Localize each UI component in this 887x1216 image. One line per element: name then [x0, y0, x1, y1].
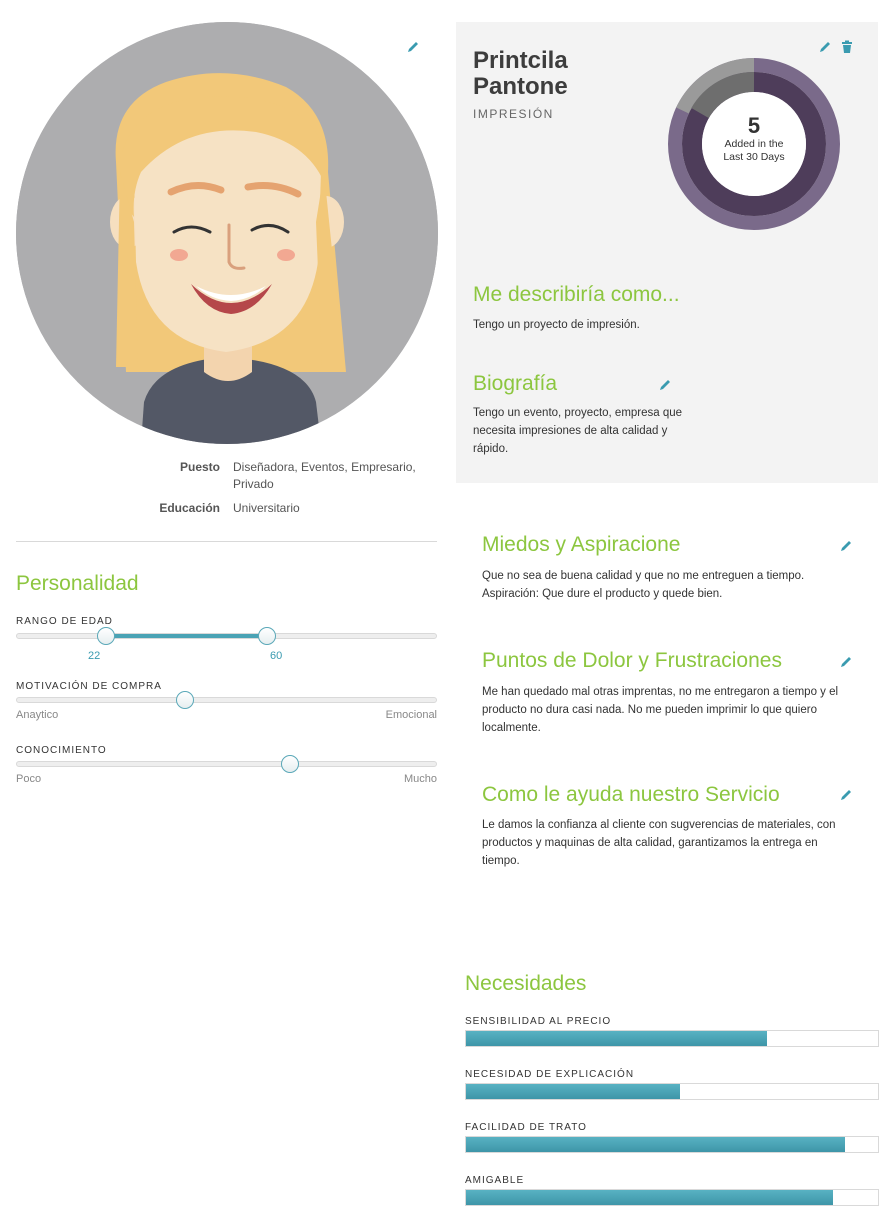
fact-value-educacion: Universitario — [233, 501, 300, 515]
buying-motivation-handle[interactable] — [176, 691, 194, 709]
need-bar-3 — [465, 1136, 879, 1153]
needs-title: Necesidades — [465, 972, 587, 995]
bio-line-2: necesita impresiones de alta calidad y — [473, 425, 668, 437]
buying-motivation-max-label: Emocional — [385, 709, 437, 721]
persona-role: IMPRESIÓN — [473, 107, 554, 121]
edit-pain-pencil-icon[interactable] — [839, 655, 853, 669]
knowledge-label: CONOCIMIENTO — [16, 745, 107, 756]
need-bar-2 — [465, 1083, 879, 1100]
fears-title: Miedos y Aspiracione — [482, 533, 681, 556]
edit-persona-pencil-icon[interactable] — [818, 40, 832, 54]
pain-text — [482, 683, 838, 737]
age-range-label: RANGO DE EDAD — [16, 616, 113, 627]
knowledge-min-label: Poco — [16, 773, 42, 785]
donut-center-label — [714, 114, 794, 164]
age-min-value: 22 — [88, 650, 101, 662]
fact-value-puesto: Diseñadora, Eventos, Empresario, Privado — [233, 460, 416, 491]
fact-label-puesto: Puesto — [179, 460, 220, 474]
service-line-1: Le damos la confianza al cliente con sugverencias de materiales, con — [482, 819, 836, 831]
service-text — [482, 816, 836, 870]
service-title: Como le ayuda nuestro Servicio — [482, 783, 780, 806]
edit-fears-pencil-icon[interactable] — [839, 539, 853, 553]
need-bar-fill-1 — [466, 1031, 767, 1046]
need-label-3: FACILIDAD DE TRATO — [465, 1122, 587, 1133]
profile-facts — [150, 459, 450, 519]
donut-caption-line2: Last 30 Days — [723, 151, 785, 163]
personality-title: Personalidad — [16, 572, 139, 595]
age-max-handle[interactable] — [258, 627, 276, 645]
persona-name-line1: Printcila — [473, 47, 568, 74]
need-label-1: SENSIBILIDAD AL PRECIO — [465, 1016, 612, 1027]
donut-caption-line1: Added in the — [724, 138, 784, 150]
age-min-handle[interactable] — [97, 627, 115, 645]
describe-text: Tengo un proyecto de impresión. — [473, 319, 640, 331]
need-label-4: AMIGABLE — [465, 1175, 525, 1186]
edit-bio-pencil-icon[interactable] — [658, 378, 672, 392]
age-max-value: 60 — [270, 650, 283, 662]
need-bar-fill-3 — [466, 1137, 845, 1152]
pain-line-3: localmente. — [482, 722, 541, 734]
divider — [16, 541, 437, 542]
bio-text — [473, 404, 682, 458]
pain-title: Puntos de Dolor y Frustraciones — [482, 649, 782, 672]
pain-line-1: Me han quedado mal otras imprentas, no me entregaron a tiempo y el — [482, 686, 839, 698]
knowledge-max-label: Mucho — [403, 773, 437, 785]
pain-line-2: producto no dura casi nada. No me pueden imprimir lo que quiero — [482, 704, 817, 716]
age-range-track[interactable] — [16, 633, 437, 639]
knowledge-handle[interactable] — [281, 755, 299, 773]
describe-title: Me describiría como... — [473, 283, 680, 306]
persona-info-panel — [456, 22, 878, 483]
avatar-illustration — [16, 22, 438, 444]
fears-text — [482, 567, 804, 603]
fears-line-1: Que no sea de buena calidad y que no me entreguen a tiempo. — [482, 570, 805, 582]
persona-name-line2: Pantone — [473, 73, 568, 100]
delete-persona-trash-icon[interactable] — [841, 40, 853, 54]
need-bar-1 — [465, 1030, 879, 1047]
bio-line-1: Tengo un evento, proyecto, empresa que — [473, 407, 683, 419]
need-label-2: NECESIDAD DE EXPLICACIÓN — [465, 1069, 635, 1080]
knowledge-track[interactable] — [16, 761, 437, 767]
age-range-fill — [106, 634, 268, 638]
avatar — [16, 22, 438, 444]
need-bar-fill-2 — [466, 1084, 680, 1099]
bio-line-3: rápido. — [473, 443, 509, 455]
fact-label-educacion: Educación — [159, 501, 220, 515]
service-line-3: tiempo. — [482, 855, 520, 867]
bio-title: Biografía — [473, 372, 558, 395]
service-line-2: productos y maquinas de alta calidad, garantizamos la entrega en — [482, 837, 818, 849]
fears-line-2: Aspiración: Que dure el producto y quede bien. — [482, 588, 723, 600]
persona-name — [473, 48, 568, 100]
edit-avatar-pencil-icon[interactable] — [406, 40, 420, 54]
need-bar-fill-4 — [466, 1190, 833, 1205]
edit-service-pencil-icon[interactable] — [839, 788, 853, 802]
need-bar-4 — [465, 1189, 879, 1206]
donut-count: 5 — [747, 113, 761, 138]
buying-motivation-min-label: Anaytico — [16, 709, 59, 721]
buying-motivation-label: MOTIVACIÓN DE COMPRA — [16, 681, 162, 692]
buying-motivation-track[interactable] — [16, 697, 437, 703]
